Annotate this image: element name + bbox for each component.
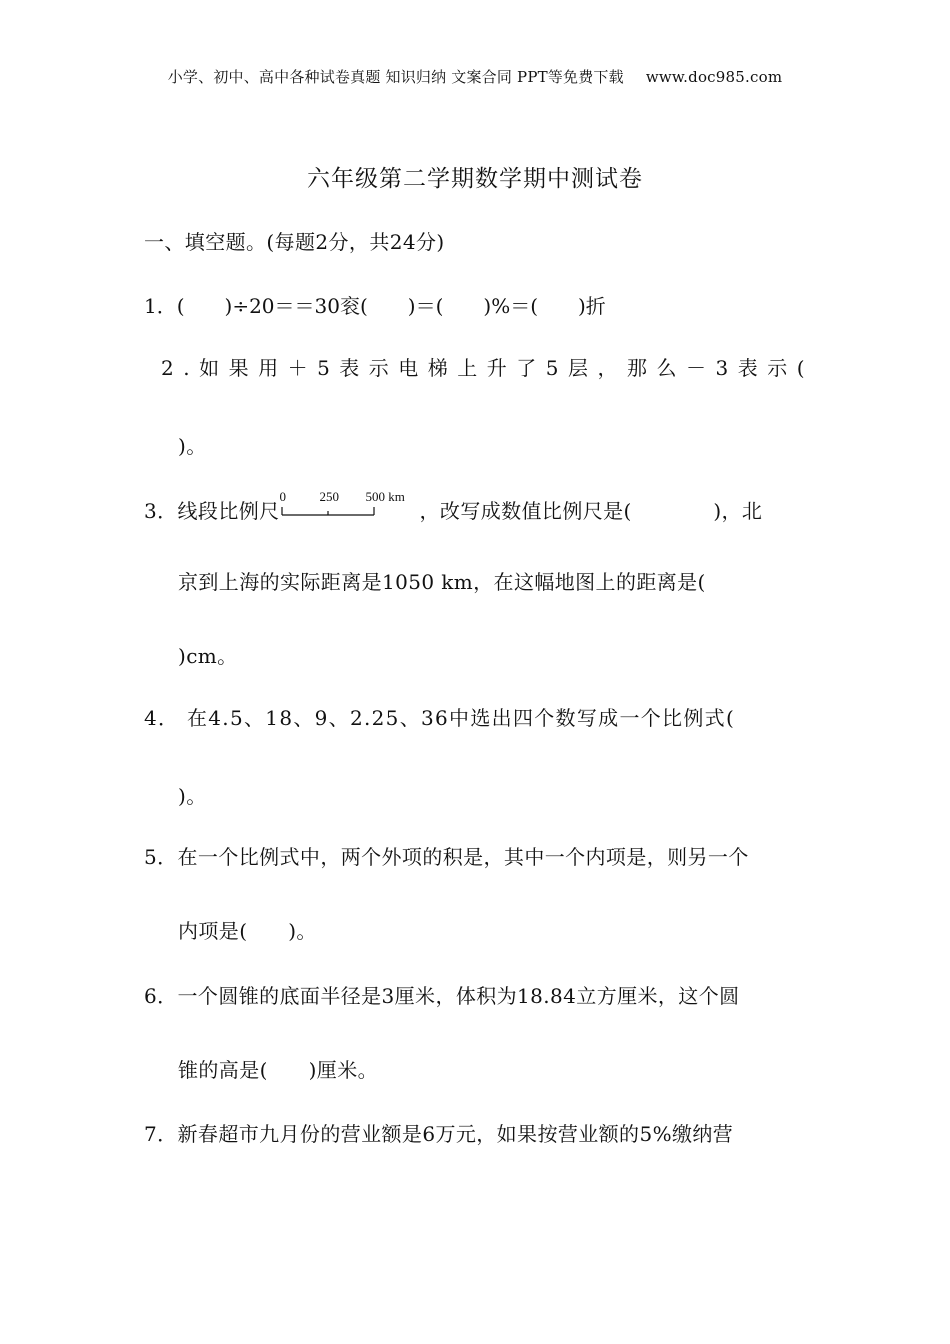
question-4-line-2: )。 [178, 784, 207, 808]
question-3-line-1 [144, 489, 763, 523]
question-3-line-3: )cm。 [178, 644, 238, 668]
scale-label-0: 0 [279, 489, 287, 504]
question-2-line-1: 2.如果用＋5表示电梯上升了5层，那么－3表示( [161, 356, 815, 380]
question-1: 1．( )÷20＝＝30衮( )＝( )%＝( )折 [144, 294, 606, 318]
section-heading: 一、填空题。(每题2分，共24分) [144, 230, 445, 254]
scale-label-250: 250 [319, 489, 340, 504]
question-3-prefix: 3．线段比例尺 [144, 499, 280, 523]
question-6-line-2: 锥的高是( )厘米。 [178, 1058, 379, 1082]
question-3-line-2: 京到上海的实际距离是1050 km，在这幅地图上的距离是( [178, 570, 706, 594]
header-text: 小学、初中、高中各种试卷真题 知识归纳 文案合同 PPT等免费下载 [167, 68, 624, 86]
question-3-suffix: ，改写成数值比例尺是( )，北 [419, 499, 763, 523]
question-4-line-1: 4． 在4.5、18、9、2.25、36中选出四个数写成一个比例式( [144, 706, 736, 730]
question-6-line-1: 6．一个圆锥的底面半径是3厘米，体积为18.84立方厘米，这个圆 [144, 984, 740, 1008]
scale-label-500km: 500 km [365, 489, 405, 504]
page-header [0, 70, 950, 85]
page-title: 六年级第二学期数学期中测试卷 [307, 166, 643, 192]
header-site-link[interactable]: www.doc985.com [645, 68, 783, 86]
question-5-line-2: 内项是( )。 [178, 919, 317, 943]
scale-bar [279, 489, 420, 520]
question-5-line-1: 5．在一个比例式中，两个外项的积是，其中一个内项是，则另一个 [144, 845, 749, 869]
question-7-line-1: 7．新春超市九月份的营业额是6万元，如果按营业额的5%缴纳营 [144, 1122, 734, 1146]
question-2-line-2: )。 [178, 434, 207, 458]
